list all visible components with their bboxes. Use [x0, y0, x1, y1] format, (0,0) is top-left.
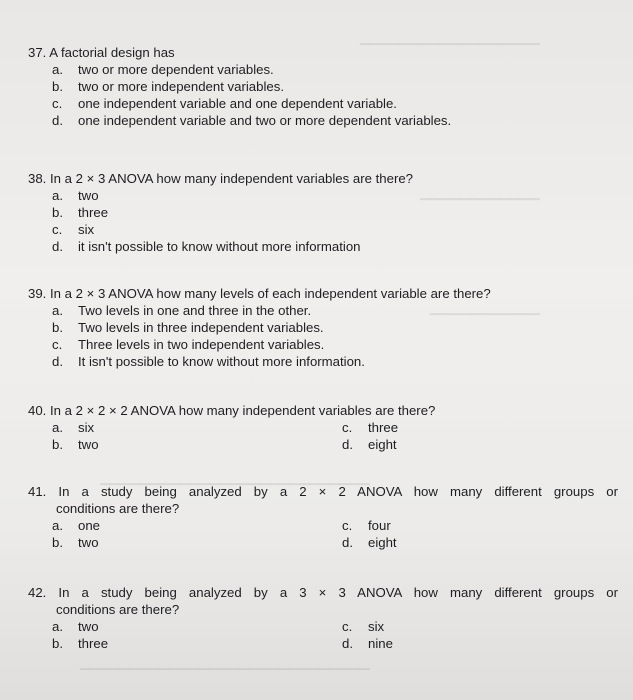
show-through-text: ▁▁▁▁▁▁▁▁▁▁▁▁▁▁▁▁▁▁ — [360, 30, 540, 45]
question-41 — [28, 483, 618, 551]
question-39 — [28, 285, 618, 370]
question-38 — [28, 170, 618, 255]
option-a: a. six — [52, 420, 95, 435]
show-through-text: ▁▁▁▁▁▁▁▁▁▁▁▁ — [420, 185, 540, 200]
question-40 — [28, 402, 618, 453]
option-a: a. one — [52, 518, 101, 533]
options-grid — [28, 419, 618, 453]
show-through-text: ▁▁▁▁▁▁▁▁▁▁▁▁▁▁▁▁▁▁▁▁▁▁▁▁▁▁▁ — [100, 470, 370, 485]
option-a: a. two — [52, 619, 99, 634]
option-c: c. six — [342, 619, 385, 634]
option-d: d. It isn't possible to know without more information. — [52, 354, 365, 369]
option-b: b. three — [52, 636, 109, 651]
question-stem: 39. In a 2 × 3 ANOVA how many levels of each independent variable are there? — [28, 286, 491, 301]
option-d: d. it isn't possible to know without more information — [52, 239, 361, 254]
option-b: b. two or more independent variables. — [52, 79, 284, 94]
option-d: d. one independent variable and two or more dependent variables. — [52, 113, 452, 128]
option-d: d. eight — [342, 535, 397, 550]
question-stem: 37. A factorial design has — [28, 45, 175, 60]
question-stem: 38. In a 2 × 3 ANOVA how many independent variables are there? — [28, 171, 414, 186]
option-c: c. three — [342, 420, 399, 435]
option-c: c. six — [52, 222, 95, 237]
question-37 — [28, 44, 618, 129]
option-b: b. three — [52, 205, 109, 220]
question-stem: 42. In a study being analyzed by a 3 × 3 ANOVA how many different groups or — [28, 585, 618, 600]
option-a: a. two or more dependent variables. — [52, 62, 274, 77]
show-through-text: ▁▁▁▁▁▁▁▁▁▁▁▁▁▁▁▁▁▁▁▁▁▁▁▁▁▁▁▁▁ — [80, 655, 370, 670]
option-c: c. one independent variable and one dependent variable. — [52, 96, 397, 111]
show-through-text: ▁▁▁▁▁▁▁▁▁▁▁ — [430, 300, 540, 315]
option-d: d. eight — [342, 437, 397, 452]
option-a: a. Two levels in one and three in the other. — [52, 303, 312, 318]
option-a: a. two — [52, 188, 99, 203]
option-b: b. two — [52, 437, 99, 452]
question-stem: 40. In a 2 × 2 × 2 ANOVA how many independent variables are there? — [28, 403, 436, 418]
question-stem-continued: conditions are there? — [56, 602, 180, 617]
question-stem: 41. In a study being analyzed by a 2 × 2 ANOVA how many different groups or — [28, 484, 618, 499]
option-c: c. four — [342, 518, 391, 533]
question-stem-continued: conditions are there? — [56, 501, 180, 516]
option-b: b. Two levels in three independent variables. — [52, 320, 324, 335]
option-c: c. Three levels in two independent variables. — [52, 337, 325, 352]
option-b: b. two — [52, 535, 99, 550]
option-d: d. nine — [342, 636, 393, 651]
question-42 — [28, 584, 618, 652]
options-grid — [28, 517, 618, 551]
options-grid — [28, 618, 618, 652]
